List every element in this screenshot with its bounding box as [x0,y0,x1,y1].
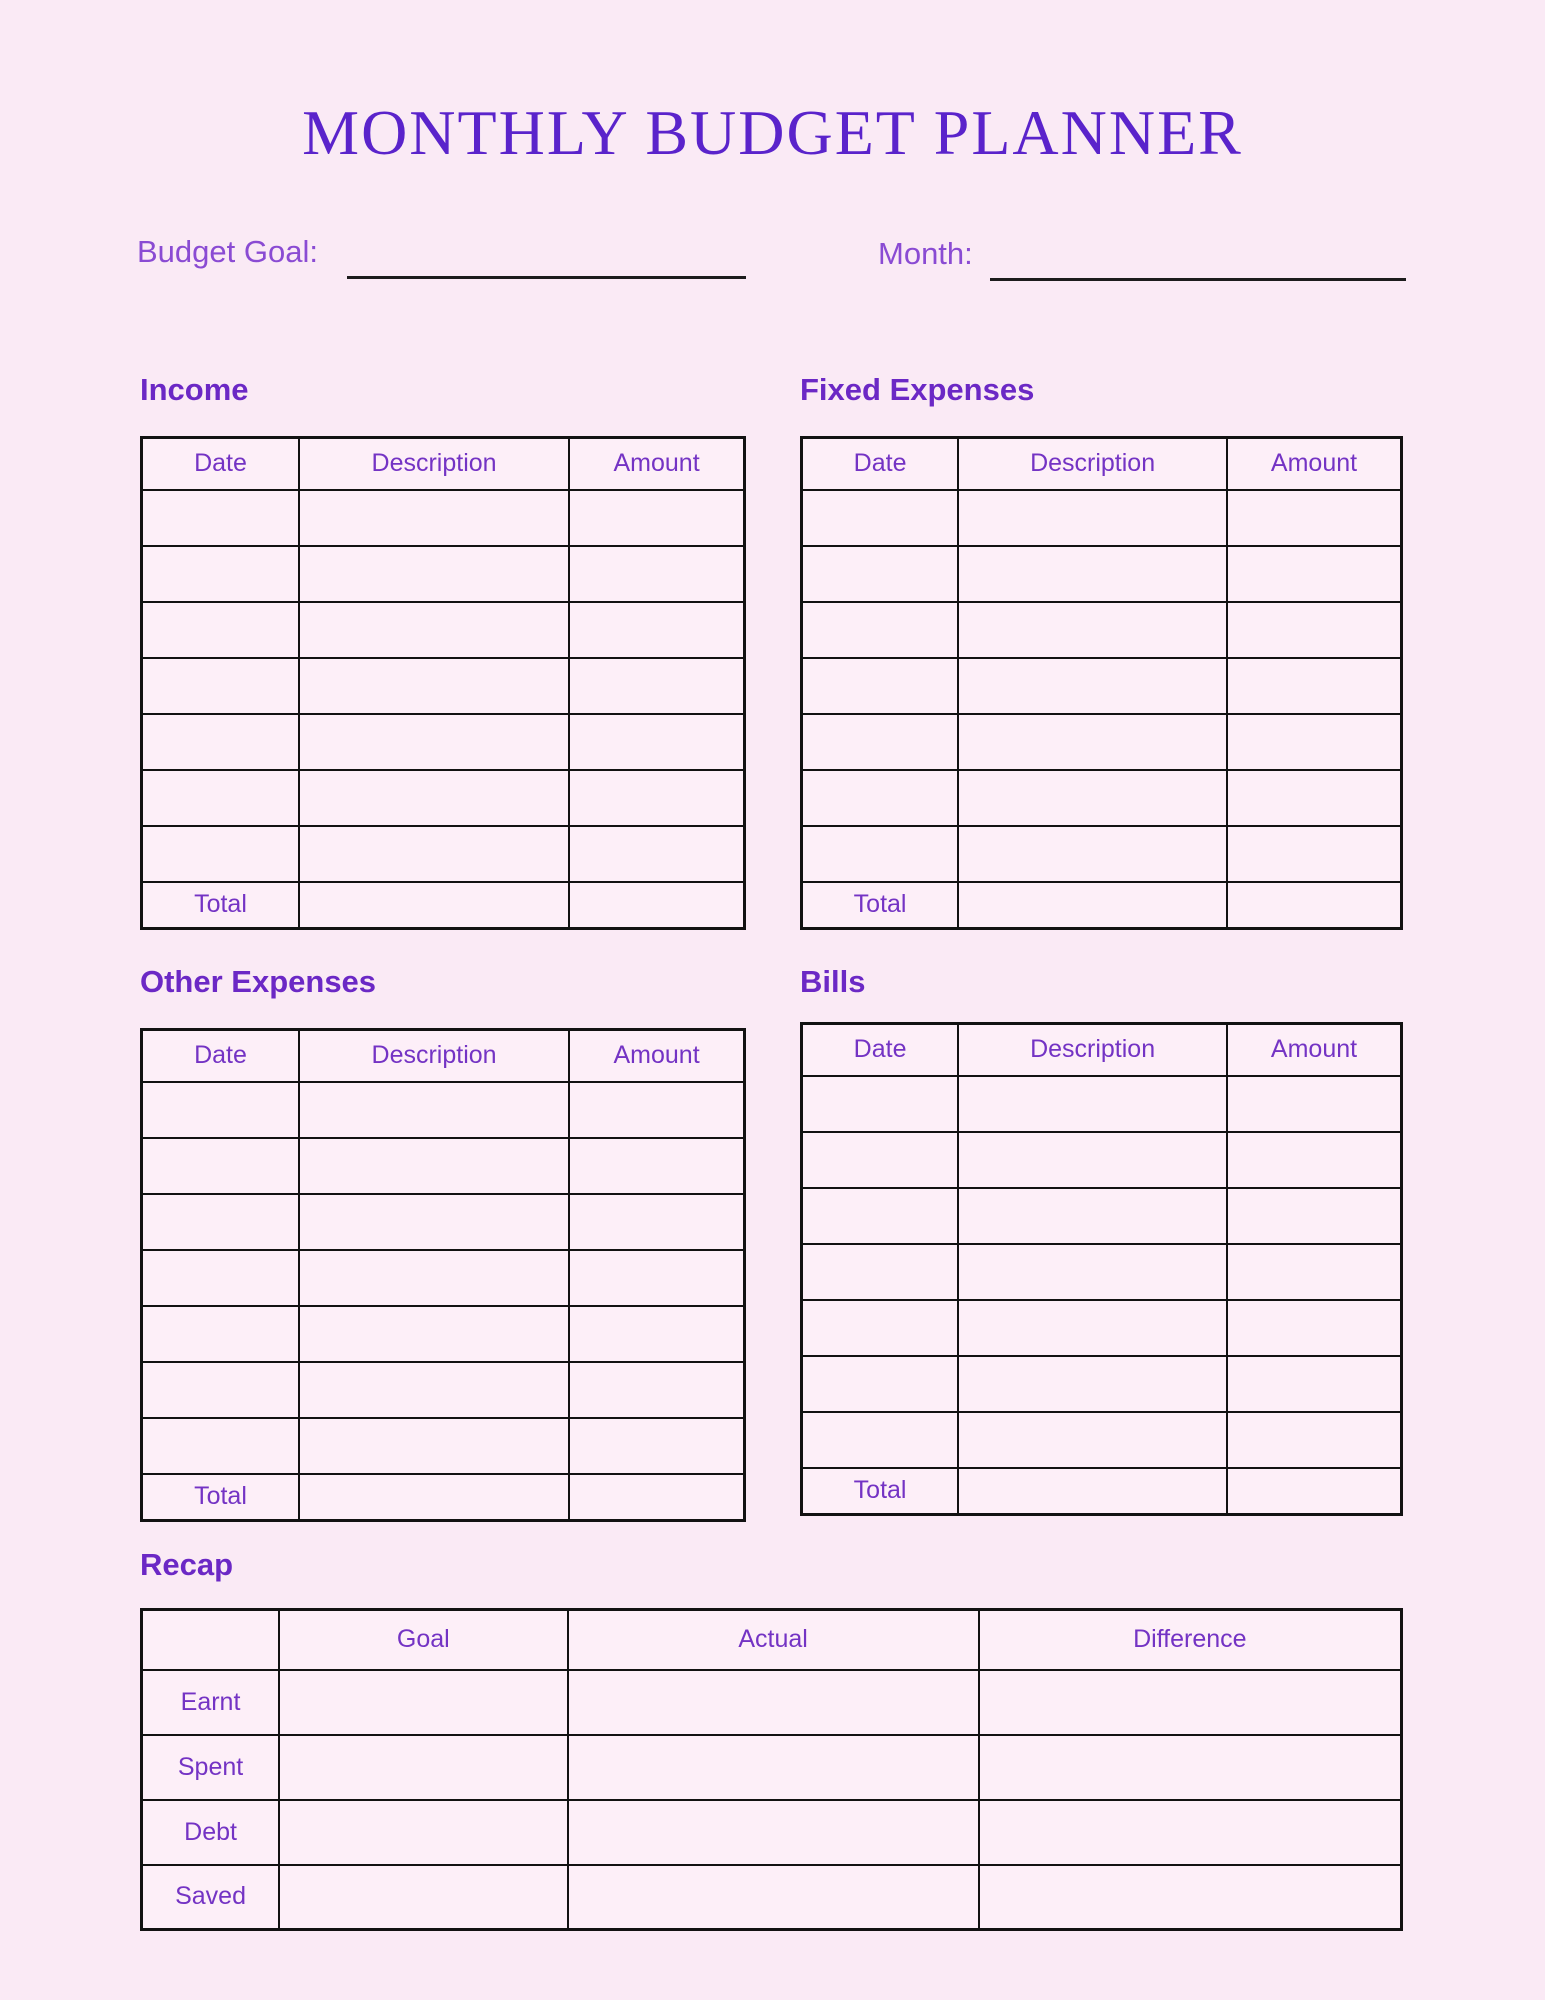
column-header: Description [958,438,1227,490]
recap-row [142,1800,1402,1865]
empty-cell[interactable] [142,1362,299,1418]
empty-cell[interactable] [802,770,959,826]
table-row [802,1188,1402,1244]
table-row [142,1194,745,1250]
empty-cell[interactable] [1227,770,1401,826]
bills-section [800,964,1403,1516]
income-table [140,436,746,930]
empty-cell[interactable] [958,714,1227,770]
bills-table [800,1022,1403,1516]
empty-cell[interactable] [299,1138,569,1194]
empty-cell[interactable] [802,1076,959,1132]
recap-row [142,1865,1402,1930]
empty-cell[interactable] [802,490,959,546]
column-header: Amount [569,1030,744,1082]
empty-cell[interactable] [958,1356,1227,1412]
empty-cell[interactable] [802,826,959,882]
table-row [142,770,745,826]
empty-cell[interactable] [979,1800,1402,1865]
other-expenses-section-title: Other Expenses [140,964,377,999]
column-header: Date [802,1024,959,1076]
month-label: Month: [878,236,973,271]
empty-cell[interactable] [1227,1076,1401,1132]
empty-cell[interactable] [958,546,1227,602]
recap-section-title: Recap [140,1547,234,1582]
empty-cell[interactable] [958,1076,1227,1132]
column-header: Amount [569,438,744,490]
header-row [802,438,1402,490]
header-row [142,1610,1402,1670]
total-value-cell[interactable] [299,1474,569,1521]
table-row [142,826,745,882]
table-row [802,602,1402,658]
total-value-cell[interactable] [569,882,744,929]
total-row [802,882,1402,929]
empty-cell[interactable] [569,1082,744,1138]
recap-row-label: Saved [142,1865,280,1930]
empty-cell[interactable] [569,490,744,546]
table-row [142,714,745,770]
empty-cell[interactable] [1227,1244,1401,1300]
column-header: Difference [979,1610,1402,1670]
empty-cell[interactable] [142,546,299,602]
empty-cell[interactable] [802,1412,959,1468]
total-row [802,1468,1402,1515]
empty-cell[interactable] [142,1138,299,1194]
empty-cell[interactable] [1227,1300,1401,1356]
empty-cell[interactable] [279,1800,567,1865]
table-row [802,1300,1402,1356]
empty-cell[interactable] [802,1244,959,1300]
total-value-cell[interactable] [958,882,1227,929]
column-header: Description [958,1024,1227,1076]
empty-cell[interactable] [299,1306,569,1362]
table-row [802,1244,1402,1300]
empty-cell[interactable] [802,658,959,714]
column-header [142,1610,280,1670]
empty-cell[interactable] [279,1670,567,1735]
empty-cell[interactable] [299,490,569,546]
table-row [802,490,1402,546]
empty-cell[interactable] [958,1188,1227,1244]
empty-cell[interactable] [569,1194,744,1250]
empty-cell[interactable] [802,1300,959,1356]
table-row [142,490,745,546]
empty-cell[interactable] [958,1132,1227,1188]
empty-cell[interactable] [958,490,1227,546]
empty-cell[interactable] [569,1250,744,1306]
empty-cell[interactable] [958,602,1227,658]
table-row [142,1306,745,1362]
total-label: Total [142,1474,299,1521]
table-row [142,1250,745,1306]
table-row [802,826,1402,882]
table-row [802,1132,1402,1188]
empty-cell[interactable] [1227,826,1401,882]
column-header: Date [802,438,959,490]
empty-cell[interactable] [142,1418,299,1474]
empty-cell[interactable] [142,826,299,882]
empty-cell[interactable] [569,1306,744,1362]
empty-cell[interactable] [568,1735,979,1800]
total-label: Total [802,882,959,929]
recap-row-label: Spent [142,1735,280,1800]
total-label: Total [802,1468,959,1515]
empty-cell[interactable] [299,826,569,882]
month-fill-line[interactable] [990,278,1406,281]
empty-cell[interactable] [299,770,569,826]
empty-cell[interactable] [569,1362,744,1418]
header-row [142,1030,745,1082]
table-row [142,1362,745,1418]
table-row [142,546,745,602]
empty-cell[interactable] [1227,1412,1401,1468]
total-value-cell[interactable] [958,1468,1227,1515]
empty-cell[interactable] [1227,1356,1401,1412]
empty-cell[interactable] [802,602,959,658]
table-row [802,1356,1402,1412]
empty-cell[interactable] [569,714,744,770]
income-section [140,372,746,930]
empty-cell[interactable] [569,1138,744,1194]
empty-cell[interactable] [569,1418,744,1474]
budget-goal-fill-line[interactable] [347,276,746,279]
total-label: Total [142,882,299,929]
empty-cell[interactable] [958,770,1227,826]
column-header: Actual [568,1610,979,1670]
column-header: Amount [1227,438,1401,490]
bills-section-title: Bills [800,964,866,999]
other-expenses-table [140,1028,746,1522]
empty-cell[interactable] [802,714,959,770]
empty-cell[interactable] [569,546,744,602]
table-row [142,602,745,658]
empty-cell[interactable] [958,826,1227,882]
empty-cell[interactable] [299,1362,569,1418]
header-row [142,438,745,490]
empty-cell[interactable] [568,1800,979,1865]
empty-cell[interactable] [142,1306,299,1362]
income-section-title: Income [140,372,249,407]
column-header: Description [299,1030,569,1082]
empty-cell[interactable] [979,1865,1402,1930]
table-row [802,1412,1402,1468]
empty-cell[interactable] [142,770,299,826]
empty-cell[interactable] [1227,490,1401,546]
empty-cell[interactable] [802,1188,959,1244]
recap-row [142,1670,1402,1735]
empty-cell[interactable] [299,1418,569,1474]
empty-cell[interactable] [299,1250,569,1306]
empty-cell[interactable] [279,1735,567,1800]
empty-cell[interactable] [1227,714,1401,770]
table-row [802,546,1402,602]
table-row [802,1076,1402,1132]
empty-cell[interactable] [142,1250,299,1306]
fixed-expenses-section-title: Fixed Expenses [800,372,1035,407]
fixed-expenses-table [800,436,1403,930]
empty-cell[interactable] [568,1670,979,1735]
empty-cell[interactable] [569,602,744,658]
empty-cell[interactable] [299,602,569,658]
empty-cell[interactable] [568,1865,979,1930]
empty-cell[interactable] [958,1412,1227,1468]
budget-goal-label: Budget Goal: [137,234,318,269]
empty-cell[interactable] [569,826,744,882]
empty-cell[interactable] [802,1356,959,1412]
empty-cell[interactable] [1227,1132,1401,1188]
empty-cell[interactable] [142,1082,299,1138]
table-row [802,714,1402,770]
column-header: Description [299,438,569,490]
table-row [802,658,1402,714]
recap-table [140,1608,1403,1931]
total-row [142,1474,745,1521]
page-title: MONTHLY BUDGET PLANNER [302,97,1243,168]
empty-cell[interactable] [569,770,744,826]
empty-cell[interactable] [299,546,569,602]
empty-cell[interactable] [142,714,299,770]
recap-row-label: Earnt [142,1670,280,1735]
total-value-cell[interactable] [1227,1468,1401,1515]
empty-cell[interactable] [299,1082,569,1138]
column-header: Amount [1227,1024,1401,1076]
empty-cell[interactable] [1227,1188,1401,1244]
header-row [802,1024,1402,1076]
empty-cell[interactable] [1227,546,1401,602]
empty-cell[interactable] [299,714,569,770]
empty-cell[interactable] [569,658,744,714]
table-row [802,770,1402,826]
empty-cell[interactable] [1227,602,1401,658]
table-row [142,1082,745,1138]
empty-cell[interactable] [142,1194,299,1250]
empty-cell[interactable] [142,602,299,658]
total-value-cell[interactable] [299,882,569,929]
recap-row-label: Debt [142,1800,280,1865]
empty-cell[interactable] [299,658,569,714]
empty-cell[interactable] [299,1194,569,1250]
empty-cell[interactable] [958,658,1227,714]
empty-cell[interactable] [802,546,959,602]
empty-cell[interactable] [802,1132,959,1188]
total-row [142,882,745,929]
column-header: Date [142,438,299,490]
recap-section [140,1547,1403,1931]
total-value-cell[interactable] [569,1474,744,1521]
table-row [142,1138,745,1194]
empty-cell[interactable] [958,1244,1227,1300]
empty-cell[interactable] [979,1670,1402,1735]
empty-cell[interactable] [142,658,299,714]
empty-cell[interactable] [979,1735,1402,1800]
table-row [142,1418,745,1474]
empty-cell[interactable] [1227,658,1401,714]
other-expenses-section [140,964,746,1522]
total-value-cell[interactable] [1227,882,1401,929]
empty-cell[interactable] [142,490,299,546]
empty-cell[interactable] [958,1300,1227,1356]
fixed-expenses-section [800,372,1403,930]
column-header: Date [142,1030,299,1082]
empty-cell[interactable] [279,1865,567,1930]
column-header: Goal [279,1610,567,1670]
table-row [142,658,745,714]
recap-row [142,1735,1402,1800]
